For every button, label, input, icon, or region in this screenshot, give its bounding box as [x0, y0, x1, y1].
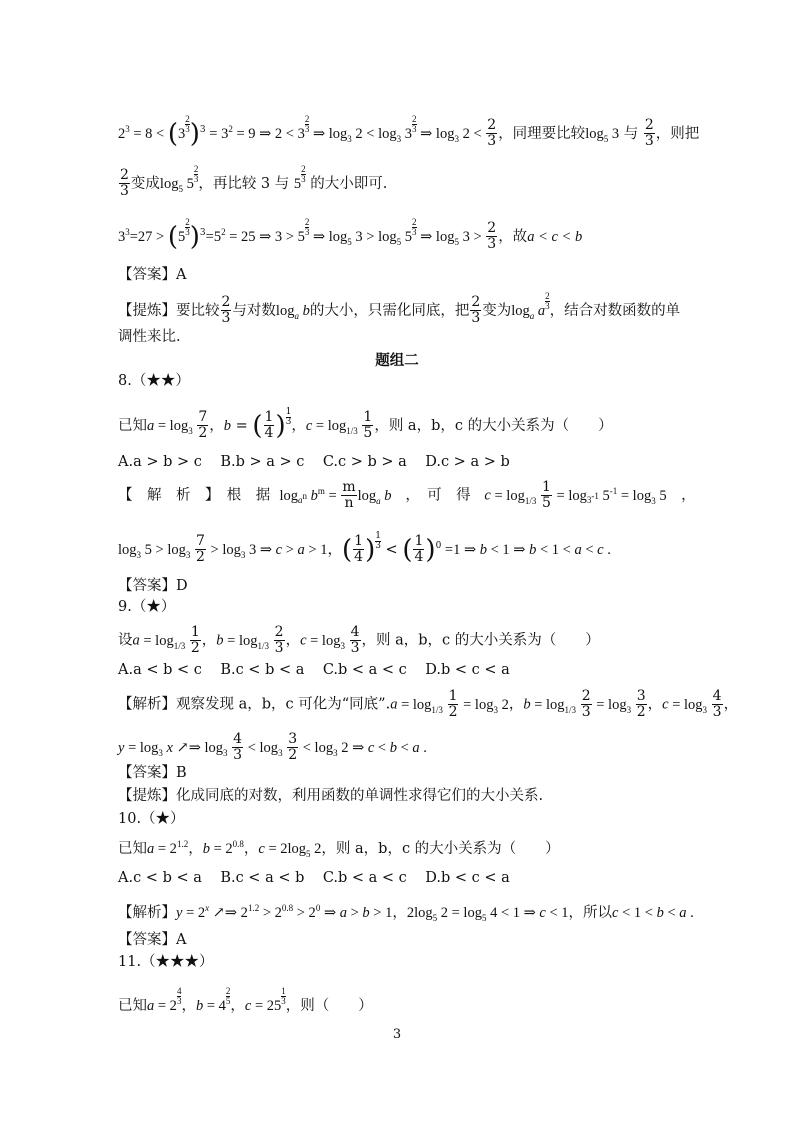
- tilian-7-line2: 调性来比.: [118, 329, 181, 345]
- q10-stem: 已知$a = 2^{1.2}$，$b = 2^{0.8}$，$c = 2\log_5$ 2，则 a，b，c 的大小关系为（ ）: [118, 839, 560, 859]
- answer-7: 【答案】A: [118, 267, 187, 283]
- q9-option-b[interactable]: B.c < b < a: [220, 662, 305, 678]
- q11-header: 11.（★★★）: [118, 954, 214, 970]
- q8-option-a[interactable]: A.a > b > c: [118, 454, 202, 470]
- group-title: 题组二: [375, 352, 419, 369]
- answer-9: 【答案】B: [118, 765, 187, 781]
- q8-jiexi-line2: $\log_3 5 > \log_3$ $\frac{7}{2}$ > $\log_3 3$ ⇒ c > a > 1，( $\frac{1}{4}$ ) $\frac{1}{3}$ < ( $\frac{1}{4}$ )$^0$ =1 ⇒ b < 1 ⇒ b < 1 < a < c .: [118, 531, 611, 566]
- q9-option-c[interactable]: C.b < a < c: [322, 662, 407, 678]
- q11-stem: 已知a = 2 $\frac{4}{3}$ ，b = 4 $\frac{2}{5}$ ，c = 25 $\frac{1}{3}$ ，则（ ）: [118, 986, 373, 1014]
- q8-jiexi: 【 解 析 】 根 据 $\log_{a^n} b^m$ = $\frac{m}{n}$ $\log_a b$ ， 可 得 $c = \log_{1/3}$ $\frac{1}{5}$ = $\log_{3^{-1}} 5^{-1} = \log_3 5$ ，: [118, 479, 696, 511]
- q9-header: 9.（★）: [118, 599, 176, 615]
- q8-option-d[interactable]: D.c > a > b: [425, 454, 510, 470]
- q10-header: 10.（★）: [118, 811, 185, 827]
- q8-option-b[interactable]: B.b > a > c: [220, 454, 305, 470]
- line2-tail: ，再比较 3 与: [198, 175, 290, 192]
- q9-jiexi-line2: $y = \log_3 x$ ↗⇒ $\log_3$ $\frac{4}{3}$ < $\log_3$ $\frac{3}{2}$ < $\log_3 2$ ⇒ c < b < a .: [118, 731, 427, 763]
- q8-stem: 已知$a = \log_3$ $\frac{7}{2}$ ，b = ( $\frac{1}{4}$ ) $\frac{1}{3}$ ，$c = \log_{1/3}$ $\frac{1}{5}$ ，则 a，b，c 的大小关系为（ ）: [118, 407, 613, 442]
- tilian-9: 【提炼】化成同底的对数，利用函数的单调性求得它们的大小关系.: [118, 788, 544, 804]
- tilian-7: 【提炼】要比较 $\frac{2}{3}$ 与对数$\log_a b$的大小，只需化同底，把 $\frac{2}{3}$ 变为$\log_a a$ $\frac{2}{3}$ ，结合对数函数的单: [118, 291, 681, 327]
- line3-tail: ，故: [498, 228, 528, 245]
- page-number: 3: [392, 1027, 402, 1042]
- q8-header: 8.（★★）: [118, 373, 190, 389]
- q10-option-c[interactable]: C.b < a < c: [322, 870, 407, 886]
- q10-jiexi: 【解析】$y = 2^x$ ↗⇒ $2^{1.2} > 2^{0.8} > 2^0$ ⇒ a > b > 1，$2\log_5$ $2 = \log_5 4 < 1$ ⇒ c < 1，所以c < 1 < b < a .: [118, 903, 694, 923]
- answer-8: 【答案】D: [118, 578, 188, 594]
- q9-stem: 设$a = \log_{1/3}$ $\frac{1}{2}$ ，$b = \log_{1/3}$ $\frac{2}{3}$ ，$c = \log_3$ $\frac{4}{3}$ ，则 a，b，c 的大小关系为（ ）: [118, 624, 600, 656]
- derivation-line-1: $2^3 = 8 < (3$ $\frac{2}{3}$ )$^3 = 3^2 = 9$ ⇒ 2 < 3 $\frac{2}{3}$ ⇒ $\log_3 2 < \log_3 3$ $\frac{2}{3}$ ⇒ $\log_3 2$ < $\frac{2}{3}$ ，同理要比较$\log_5 3$ 与 $\frac{2}{3}$ ，则把: [118, 114, 700, 150]
- q10-option-d[interactable]: D.b < c < a: [425, 870, 510, 886]
- q8-option-c[interactable]: C.c > b > a: [322, 454, 407, 470]
- q8-options: [118, 452, 510, 472]
- line2-end: 的大小即可.: [310, 175, 388, 192]
- line1-tail: ，同理要比较: [498, 125, 586, 142]
- answer-10: 【答案】A: [118, 932, 187, 948]
- q10-option-b[interactable]: B.c < a < b: [220, 870, 305, 886]
- q9-option-d[interactable]: D.b < c < a: [425, 662, 510, 678]
- derivation-line-3: $3^3=27 > (5$ $\frac{2}{3}$ )$^3=5^2 = 25$ ⇒ 3 > 5 $\frac{2}{3}$ ⇒ $\log_5 3 > \log_5 5$ $\frac{2}{3}$ ⇒ $\log_5 3$ > $\frac{2}{3}$ ，故a < c < b: [118, 217, 583, 253]
- q9-option-a[interactable]: A.a < b < c: [118, 662, 202, 678]
- derivation-line-2: $\frac{2}{3}$ 变成$\log_5 5$ $\frac{2}{3}$ ，再比较 3 与 5 $\frac{2}{3}$ 的大小即可.: [120, 164, 388, 200]
- q9-jiexi: 【解析】观察发现 a，b，c 可化为“同底”.a = $\log_{1/3}$ $\frac{1}{2}$ = $\log_3 2$，$b = \log_{1/3}$ $\frac{2}{3}$ = $\log_3$ $\frac{3}{2}$ ，$c = \log_3$ $\frac{4}{3}$ ，: [118, 688, 739, 720]
- q10-options: [118, 868, 510, 888]
- q10-option-a[interactable]: A.c < b < a: [118, 870, 202, 886]
- q9-options: [118, 660, 510, 680]
- line1-end: ，则把: [655, 125, 700, 142]
- line2-text: 变成: [130, 175, 160, 192]
